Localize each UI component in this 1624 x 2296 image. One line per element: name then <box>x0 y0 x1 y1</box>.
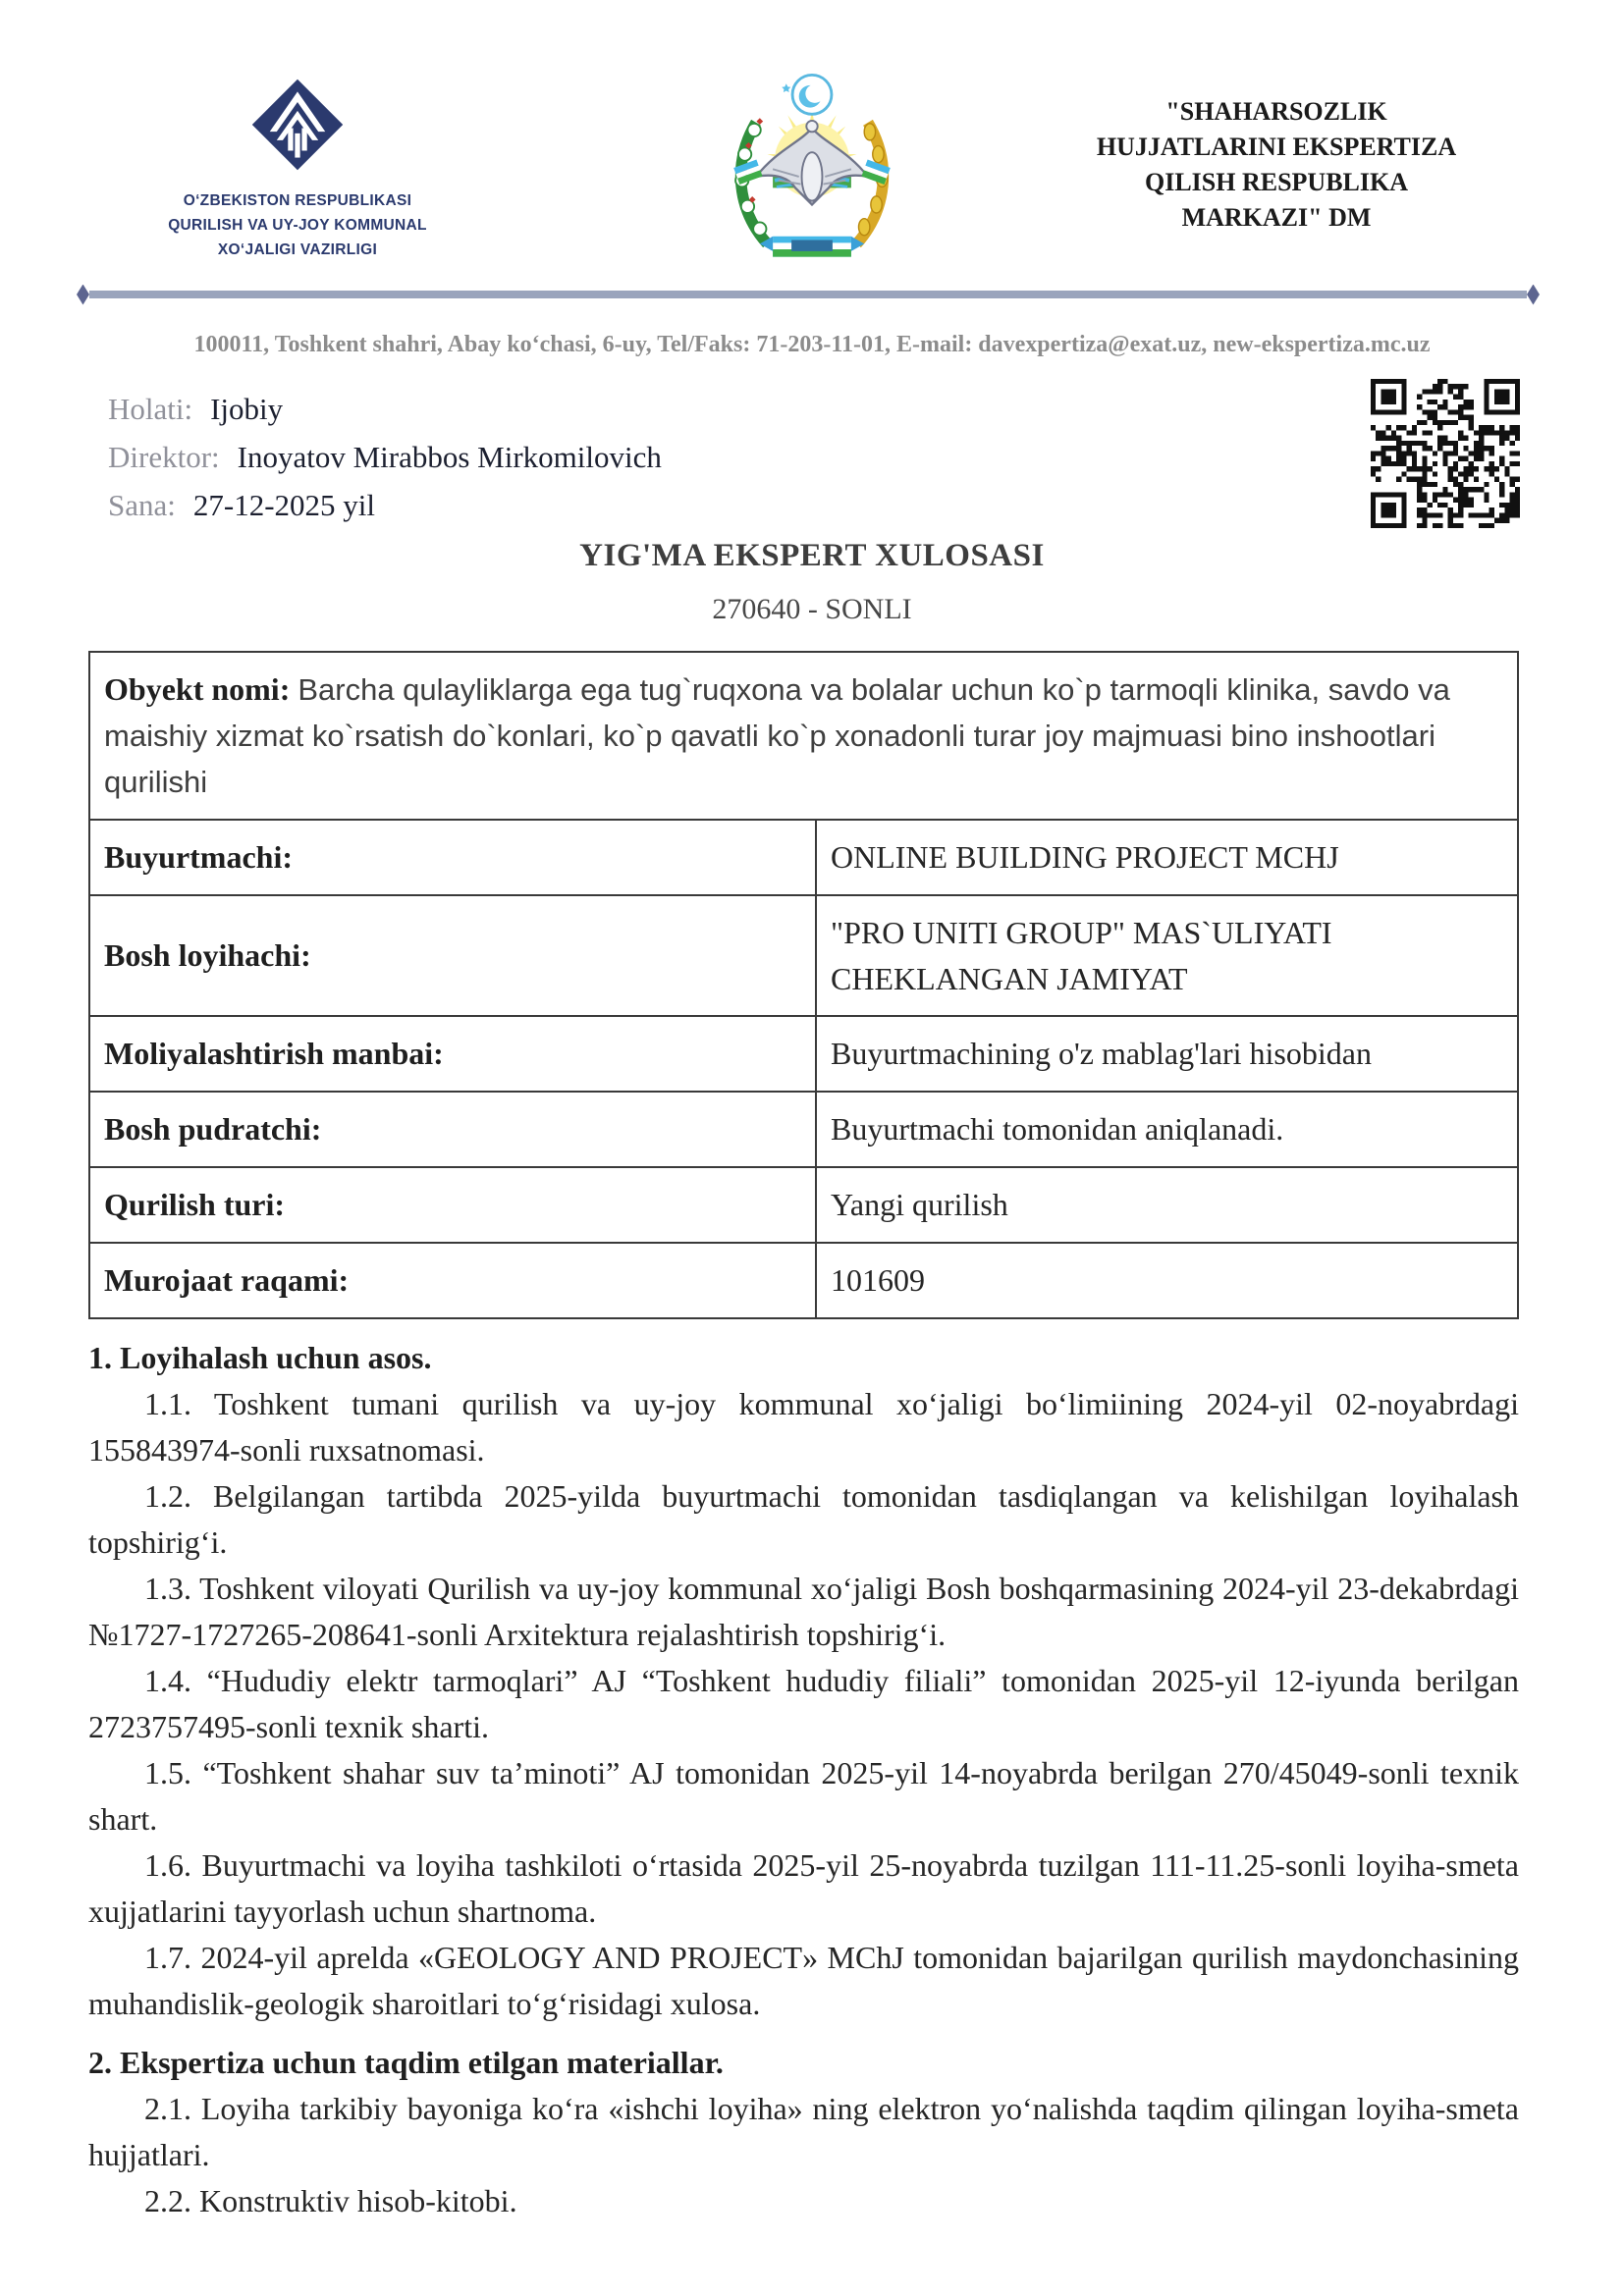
section-2-heading: 2. Ekspertiza uchun taqdim etilgan materiallar. <box>88 2045 724 2080</box>
status-value: Ijobiy <box>210 392 284 426</box>
table-row-designer <box>89 895 1518 1016</box>
object-value: Barcha qulayliklarga ega tug`ruqxona va bolalar uchun ko`p tarmoqli klinika, savdo va maishiy xizmat ko`rsatish do`konlari, ko`p qavatli ko`p xonadonli turar joy majmuasi bino inshootlari qurilishi <box>104 672 1450 799</box>
ministry-name-line2: QURILISH VA UY-JOY KOMMUNAL <box>168 217 427 234</box>
ministry-logo-block <box>116 73 479 262</box>
divider-right-diamond-icon <box>1527 285 1540 305</box>
org-name-line2: HUJJATLARINI EKSPERTIZA <box>1096 133 1457 161</box>
date-label: Sana: <box>108 488 176 522</box>
paragraph-1-4: 1.4. “Hududiy elektr tarmoqlari” AJ “Toshkent hududiy filiali” tomonidan 2025-yil 12-iyunda berilgan 2723757495-sonli texnik sharti. <box>88 1663 1519 1744</box>
table-row-application-number <box>89 1243 1518 1318</box>
status-row <box>108 385 662 433</box>
table-row-customer <box>89 820 1518 895</box>
contact-line: 100011, Toshkent shahri, Abay ko‘chasi, 6-uy, Tel/Faks: 71-203-11-01, E-mail: davexpertiza@exat.uz, new-ekspertiza.mc.uz <box>193 332 1431 357</box>
application-number-label: Murojaat raqami: <box>89 1243 816 1318</box>
financing-label: Moliyalashtirish manbai: <box>89 1016 816 1092</box>
designer-label: Bosh loyihachi: <box>89 895 816 1016</box>
date-row <box>108 481 662 529</box>
paragraph-2-1: 2.1. Loyiha tarkibiy bayoniga ko‘ra «ishchi loyiha» ning elektron yo‘nalishda taqdim qilingan loyiha-smeta hujjatlari. <box>88 2091 1519 2172</box>
paragraph-1-5: 1.5. “Toshkent shahar suv ta’minoti” AJ tomonidan 2025-yil 14-noyabrda berilgan 270/45049-sonli texnik shart. <box>88 1755 1519 1837</box>
header-divider <box>77 286 1540 303</box>
paragraph-1-3: 1.3. Toshkent viloyati Qurilish va uy-joy kommunal xo‘jaligi Bosh boshqarmasining 2024-yil 23-dekabrdagi №1727-1727265-208641-sonli Arxitektura rejalashtirish topshirig‘i. <box>88 1571 1519 1652</box>
org-name-line1: "SHAHARSOZLIK <box>1165 97 1387 126</box>
paragraph-1-6: 1.6. Buyurtmachi va loyiha tashkiloti o‘rtasida 2025-yil 25-noyabrda tuzilgan 111-11.25-sonli loyiha-smeta xujjatlarini tayyorlash uchun shartnoma. <box>88 1847 1519 1929</box>
document-title: YIG'MA EKSPERT XULOSASI <box>579 538 1045 573</box>
customer-value: ONLINE BUILDING PROJECT MCHJ <box>816 820 1518 895</box>
divider-left-diamond-icon <box>77 285 89 305</box>
document-number: 270640 - SONLI <box>712 593 912 625</box>
table-row-contractor <box>89 1092 1518 1167</box>
application-number-value: 101609 <box>816 1243 1518 1318</box>
ministry-name-line3: XO‘JALIGI VAZIRLIGI <box>217 241 378 258</box>
section-1-heading: 1. Loyihalash uchun asos. <box>88 1340 432 1375</box>
info-table <box>88 651 1519 1319</box>
org-name-line4: MARKAZI" DM <box>1181 203 1372 232</box>
ministry-diamond-icon <box>116 73 479 177</box>
document-meta <box>108 385 662 529</box>
designer-value: "PRO UNITI GROUP" MAS`ULIYATI CHEKLANGAN JAMIYAT <box>816 895 1518 1016</box>
paragraph-1-2: 1.2. Belgilangan tartibda 2025-yilda buyurtmachi tomonidan tasdiqlangan va kelishilgan loyihalash topshirig‘i. <box>88 1478 1519 1560</box>
paragraph-1-7: 1.7. 2024-yil aprelda «GEOLOGY AND PROJECT» MChJ tomonidan bajarilgan qurilish maydonchasining muhandislik-geologik sharoitlari to‘g‘risidagi xulosa. <box>88 1940 1519 2021</box>
contractor-value: Buyurtmachi tomonidan aniqlanadi. <box>816 1092 1518 1167</box>
director-value: Inoyatov Mirabbos Mirkomilovich <box>237 440 662 474</box>
uzbekistan-emblem-icon <box>719 59 905 273</box>
org-name-line3: QILISH RESPUBLIKA <box>1144 168 1409 196</box>
status-label: Holati: <box>108 392 193 426</box>
ministry-name-line1: O‘ZBEKISTON RESPUBLIKASI <box>183 192 412 209</box>
document-body <box>88 1335 1519 2224</box>
table-row-object <box>89 652 1518 820</box>
table-row-financing <box>89 1016 1518 1092</box>
paragraph-2-2: 2.2. Konstruktiv hisob-kitobi. <box>144 2183 517 2218</box>
director-row <box>108 433 662 481</box>
qr-code <box>1371 379 1520 528</box>
construction-type-label: Qurilish turi: <box>89 1167 816 1243</box>
expertise-center-name <box>1056 94 1497 236</box>
paragraph-1-1: 1.1. Toshkent tumani qurilish va uy-joy kommunal xo‘jaligi bo‘limiining 2024-yil 02-noyabrdagi 155843974-sonli ruxsatnomasi. <box>88 1386 1519 1468</box>
ministry-name <box>116 188 479 262</box>
object-label: Obyekt nomi: <box>104 671 291 707</box>
customer-label: Buyurtmachi: <box>89 820 816 895</box>
table-row-construction-type <box>89 1167 1518 1243</box>
date-value: 27-12-2025 yil <box>192 488 375 522</box>
director-label: Direktor: <box>108 440 220 474</box>
financing-value: Buyurtmachining o'z mablag'lari hisobidan <box>816 1016 1518 1092</box>
divider-bar <box>89 291 1527 298</box>
construction-type-value: Yangi qurilish <box>816 1167 1518 1243</box>
contractor-label: Bosh pudratchi: <box>89 1092 816 1167</box>
